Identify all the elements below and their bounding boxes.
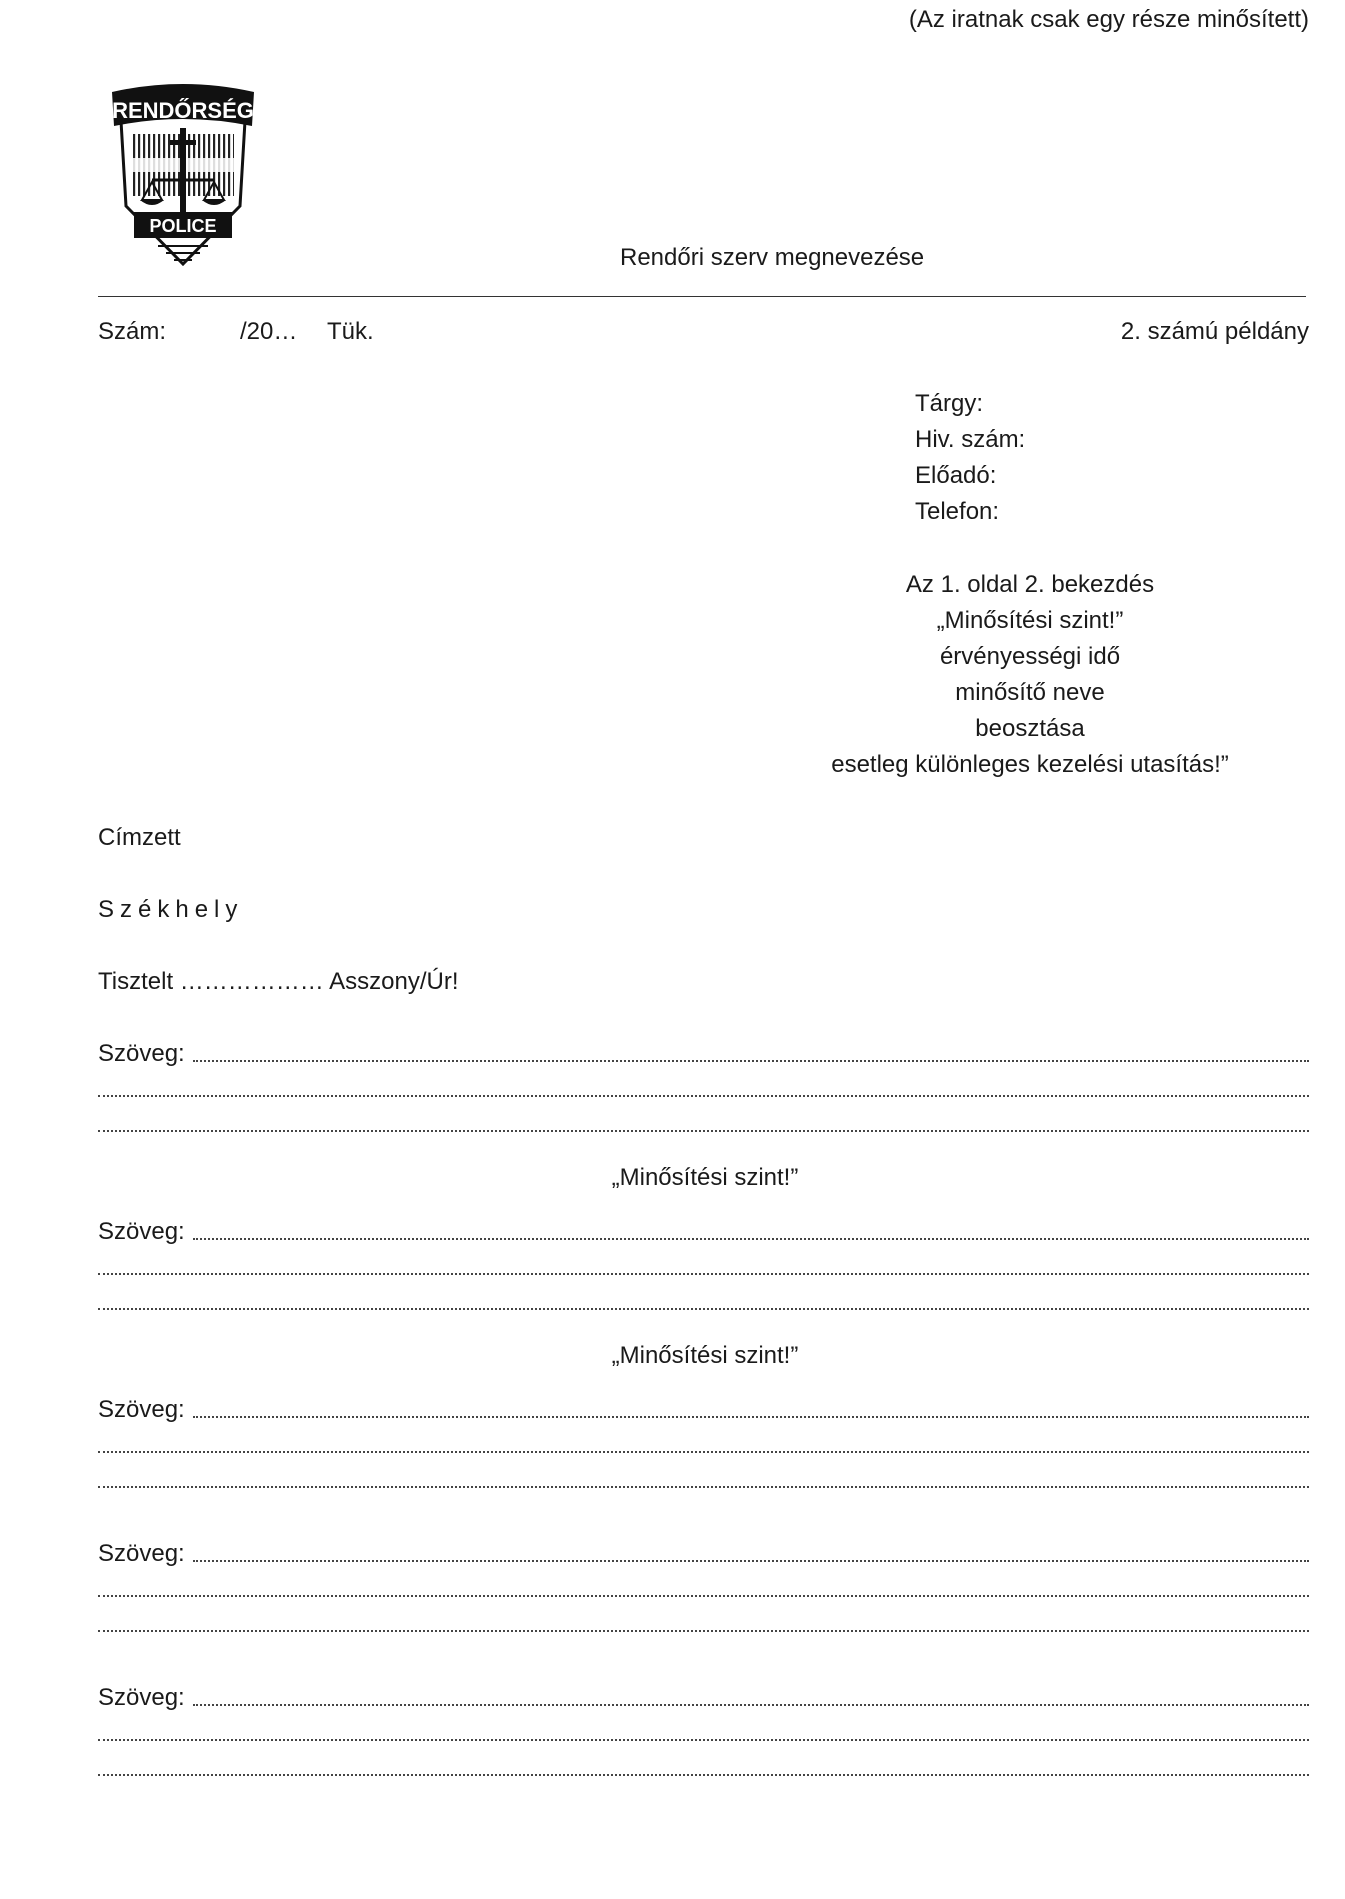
classification-line: Az 1. oldal 2. bekezdés <box>905 571 1155 598</box>
reference-number-label: Szám: <box>98 318 167 345</box>
classification-marking: „Minősítési szint!” <box>611 1164 799 1191</box>
police-logo <box>108 82 258 266</box>
text-dotted-line <box>98 1774 1309 1776</box>
greeting-fill: ……………… <box>179 968 324 995</box>
greeting-suffix: Asszony/Úr! <box>329 968 459 995</box>
classification-block <box>780 567 1280 783</box>
greeting-prefix: Tisztelt <box>98 968 174 995</box>
telefon-label: Telefon: <box>915 498 1000 525</box>
text-dotted-line <box>193 1060 1309 1062</box>
text-label: Szöveg: <box>98 1396 185 1423</box>
text-label: Szöveg: <box>98 1684 185 1711</box>
text-label: Szöveg: <box>98 1540 185 1567</box>
text-dotted-line <box>98 1130 1309 1132</box>
text-dotted-line <box>98 1595 1309 1597</box>
text-label: Szöveg: <box>98 1040 185 1067</box>
text-dotted-line <box>98 1273 1309 1275</box>
copy-number: 2. számú példány <box>1120 318 1309 345</box>
text-dotted-line <box>193 1704 1309 1706</box>
classification-note: (Az iratnak csak egy része minősített) <box>908 6 1309 33</box>
classification-line: esetleg különleges kezelési utasítás!” <box>831 751 1229 778</box>
seat-label: Székhely <box>98 896 244 923</box>
classification-line: érvényességi idő <box>939 643 1121 670</box>
classification-line: „Minősítési szint!” <box>936 607 1124 634</box>
addressee-label: Címzett <box>98 824 181 851</box>
text-dotted-line <box>193 1238 1309 1240</box>
reference-year: /20… <box>240 318 298 345</box>
text-dotted-line <box>98 1486 1309 1488</box>
classification-marking: „Minősítési szint!” <box>611 1342 799 1369</box>
eloado-label: Előadó: <box>915 462 997 489</box>
text-dotted-line <box>98 1095 1309 1097</box>
text-dotted-line <box>98 1739 1309 1741</box>
police-shield-crest-icon <box>108 82 258 266</box>
document-meta <box>915 386 1025 530</box>
organization-name: Rendőri szerv megnevezése <box>620 244 925 271</box>
classification-line: minősítő neve <box>955 679 1105 706</box>
text-dotted-line <box>98 1630 1309 1632</box>
svg-text:RENDŐRSÉG: RENDŐRSÉG <box>112 98 254 123</box>
tuk-label: Tük. <box>327 318 374 345</box>
text-label: Szöveg: <box>98 1218 185 1245</box>
classification-line: beosztása <box>975 715 1085 742</box>
text-dotted-line <box>98 1308 1309 1310</box>
header-divider <box>98 296 1306 297</box>
greeting-line <box>98 970 459 994</box>
svg-text:POLICE: POLICE <box>149 216 217 236</box>
text-dotted-line <box>193 1560 1309 1562</box>
hiv-szam-label: Hiv. szám: <box>915 426 1026 453</box>
text-dotted-line <box>98 1451 1309 1453</box>
targy-label: Tárgy: <box>915 390 984 417</box>
text-dotted-line <box>193 1416 1309 1418</box>
